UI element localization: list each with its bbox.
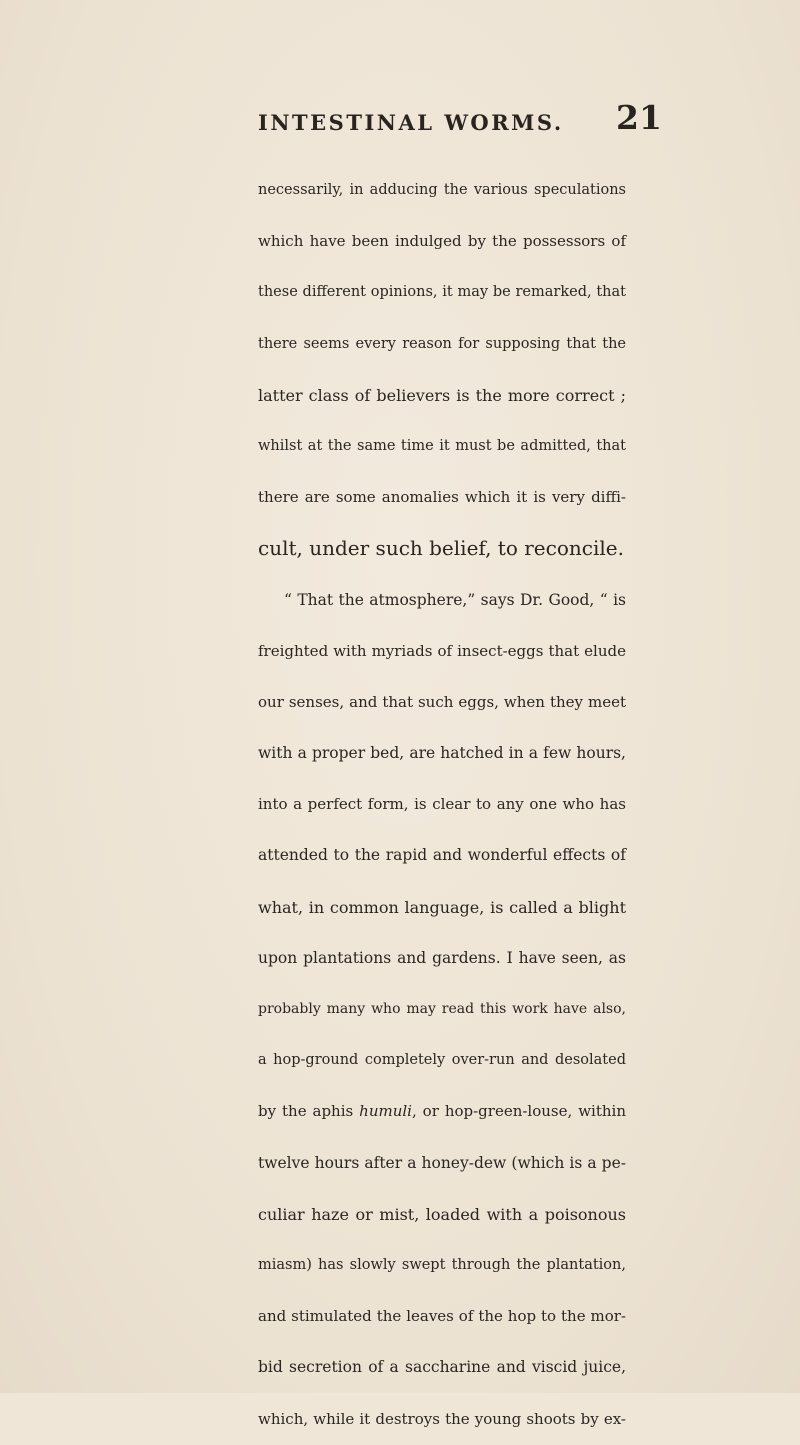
text-line: which, while it destroys the young shoots by ex- — [258, 1409, 626, 1428]
text-line: these different opinions, it may be remarked, that — [258, 284, 626, 301]
text-line: latter class of believers is the more correct ; — [258, 385, 626, 405]
text-line: necessarily, in adducing the various speculations — [258, 182, 626, 198]
text-line: and stimulated the leaves of the hop to the mor- — [258, 1307, 626, 1326]
text-line: twelve hours after a honey-dew (which is a pe- — [258, 1153, 626, 1172]
text-line: by the aphis humuli, or hop-green-louse, within — [258, 1102, 626, 1121]
italic-species-name: humuli — [359, 1102, 412, 1121]
running-head: INTESTINAL WORMS. — [258, 110, 564, 135]
text-line: culiar haze or mist, loaded with a poisonous — [258, 1204, 626, 1224]
text-line: what, in common language, is called a blight — [258, 897, 626, 917]
text-line: upon plantations and gardens. I have seen, as — [258, 948, 626, 967]
text-line: into a perfect form, is clear to any one who has — [258, 795, 626, 814]
text-line: which have been indulged by the possessors of — [258, 232, 626, 251]
text-line: there are some anomalies which it is very diffi- — [258, 488, 626, 507]
text-line: probably many who may read this work have also, — [258, 1001, 626, 1017]
text-line: with a proper bed, are hatched in a few hours, — [258, 744, 626, 763]
text-line: freighted with myriads of insect-eggs that elude — [258, 641, 626, 660]
text-line: whilst at the same time it must be admitted, that — [258, 437, 626, 454]
text-line: our senses, and that such eggs, when they meet — [258, 692, 626, 711]
page-number: 21 — [616, 98, 662, 137]
text-line: cult, under such belief, to reconcile. — [258, 536, 624, 561]
text-line: bid secretion of a saccharine and viscid juice, — [258, 1358, 626, 1377]
text-line: there seems every reason for supposing that the — [258, 335, 626, 352]
body-text — [258, 165, 626, 1445]
text-line: attended to the rapid and wonderful effects of — [258, 846, 626, 865]
text-line: a hop-ground completely over-run and desolated — [258, 1052, 626, 1069]
text-line: miasm) has slowly swept through the plantation, — [258, 1256, 626, 1273]
text-line: “ That the atmosphere,” says Dr. Good, “ is — [284, 590, 626, 609]
